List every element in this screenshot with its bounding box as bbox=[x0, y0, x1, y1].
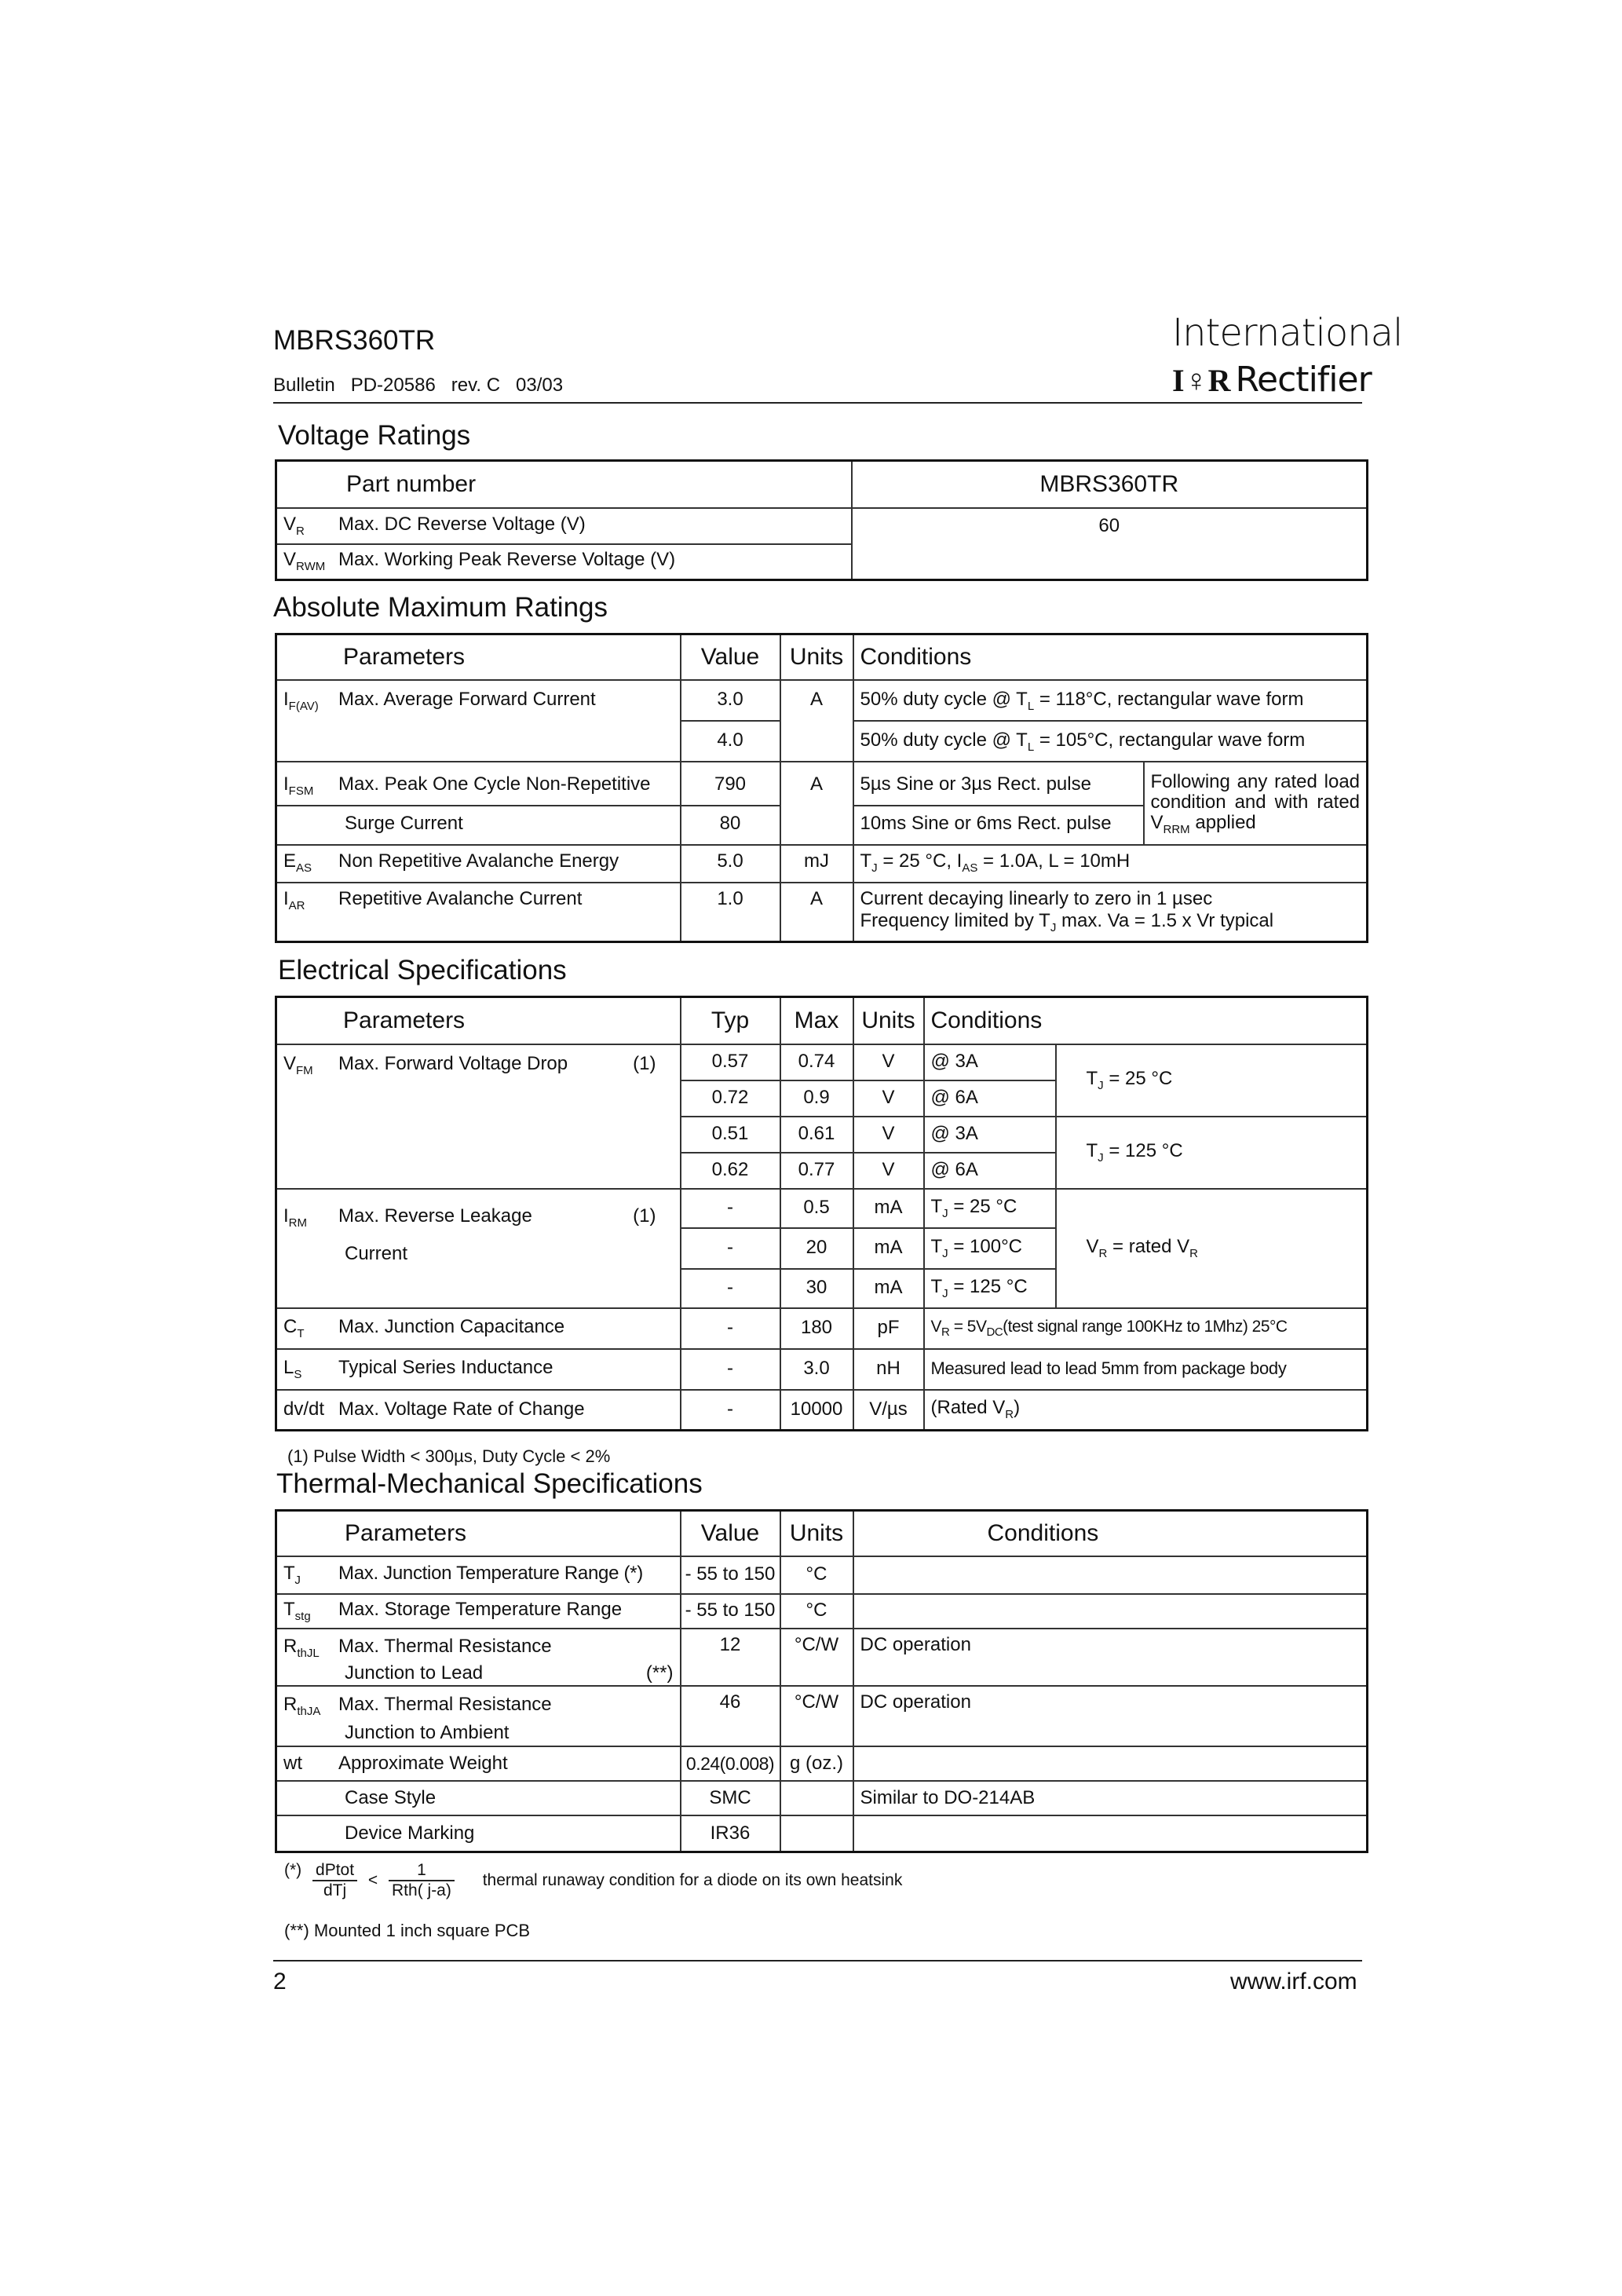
header-rule bbox=[273, 402, 1362, 404]
table-row: $L_S$ Typical Series Inductance bbox=[276, 1349, 681, 1390]
table-row: $E_{AS}$ Non Repetitive Avalanche Energy bbox=[276, 845, 681, 883]
page-number: 2 bbox=[273, 1969, 287, 1994]
bulletin-line: Bulletin PD-20586 rev. C 03/03 bbox=[273, 375, 564, 396]
part-number-title: MBRS360TR bbox=[273, 325, 436, 356]
col-units: Units bbox=[853, 997, 924, 1044]
col-part-value: MBRS360TR bbox=[852, 461, 1368, 508]
logo-rectifier: I♀R Rectifier bbox=[1172, 360, 1372, 400]
table-row: $R_{thJA}$ Max. Thermal Resistance Junction to Ambient bbox=[276, 1686, 681, 1746]
voltage-ratings-title: Voltage Ratings bbox=[278, 420, 471, 451]
ior-logo-mark: I♀R bbox=[1172, 363, 1231, 398]
col-typ: Typ bbox=[681, 997, 780, 1044]
col-value: Value bbox=[681, 634, 780, 680]
table-row: $V_{FM}$ Max. Forward Voltage Drop (1) bbox=[276, 1044, 681, 1189]
col-max: Max bbox=[780, 997, 853, 1044]
thermal-runaway-note: (*) $\frac{\text{dPtot}}{\text{dTj}}$ < $\frac{1}{\text{Rth( j-a)}}$ thermal runaway condition for a diode on its own heatsink bbox=[284, 1861, 903, 1899]
table-row: Case Style bbox=[276, 1781, 681, 1815]
col-conditions: Conditions bbox=[853, 1511, 1368, 1556]
website-link[interactable]: www.irf.com bbox=[1230, 1969, 1357, 1994]
table-row: $I_{FSM}$ Max. Peak One Cycle Non-Repetitive bbox=[276, 762, 681, 806]
table-row: $T_{stg}$ Max. Storage Temperature Range bbox=[276, 1594, 681, 1629]
col-parameters: Parameters bbox=[276, 634, 681, 680]
table-row: $T_J$ Max. Junction Temperature Range (*) bbox=[276, 1556, 681, 1594]
table-row: dv/dt Max. Voltage Rate of Change bbox=[276, 1390, 681, 1431]
logo-international: International bbox=[1172, 311, 1403, 355]
pcb-note: (**) Mounted 1 inch square PCB bbox=[284, 1921, 531, 1940]
col-value: Value bbox=[681, 1511, 780, 1556]
thermal-specs-table: Parameters Value Units Conditions $T_J$ Max. Junction Temperature Range (*) - 55 to 150 °C $T_{stg}$ Max. Storage Temperature Range - 55 to 150 °C $R_{thJL}$ Max. Thermal Resistance Junction to Lead (**) 12 °C/W DC operation $R_{thJA}$ Max. Thermal Resistance Junction to Ambient 46 °C/W DC operation wt Approximate Weight 0.24(0.008) g (oz.) Case Style SMC Similar to DO-214AB Device Marking IR36 bbox=[275, 1509, 1368, 1853]
col-conditions: Conditions bbox=[924, 997, 1368, 1044]
col-part-number: Part number bbox=[276, 461, 852, 508]
col-parameters: Parameters bbox=[276, 997, 681, 1044]
absolute-max-title: Absolute Maximum Ratings bbox=[273, 592, 608, 623]
voltage-value: 60 bbox=[852, 508, 1368, 580]
table-row: $I_{F(AV)}$ Max. Average Forward Current bbox=[276, 680, 681, 762]
table-row: wt Approximate Weight bbox=[276, 1746, 681, 1781]
col-units: Units bbox=[780, 1511, 853, 1556]
thermal-specs-title: Thermal-Mechanical Specifications bbox=[276, 1468, 703, 1499]
table-row: $R_{thJL}$ Max. Thermal Resistance Junction to Lead (**) bbox=[276, 1629, 681, 1686]
table-row: $V_R$ Max. DC Reverse Voltage (V) bbox=[276, 508, 852, 544]
table-row: $V_{RWM}$ Max. Working Peak Reverse Voltage (V) bbox=[276, 544, 852, 580]
table-row: Device Marking bbox=[276, 1815, 681, 1852]
electrical-specs-title: Electrical Specifications bbox=[278, 955, 567, 985]
electrical-specs-table: Parameters Typ Max Units Conditions $V_{FM}$ Max. Forward Voltage Drop (1) 0.57 0.74 V @ 3A $T_J = 25$ °C 0.72 0.9 V @ 6A 0.51 0.61 V @ 3A $T_J = 125$ °C 0.62 0.77 V @ 6A $I_{RM}$ Max. Reverse Leakage (1) Current - 0.5 mA $T_J = 25$ °C $V_R$ = rated $V_R$ - 20 mA $T_J = 100^\circ C$ - 30 mA $T_J = 125$ °C $C_T$ Max. Junction Capacitance - 180 pF $V_R$ = $5V_{DC}(test$ signal range 100KHz to 1Mhz) 25°C $L_S$ Typical Series Inductance - 3.0 nH Measured lead to lead 5mm from package body dv/dt Max. Voltage Rate of Change - 10000 V/µs (Rated $V_R$) bbox=[275, 996, 1368, 1431]
col-conditions: Conditions bbox=[853, 634, 1368, 680]
voltage-ratings-table bbox=[275, 459, 1368, 581]
table-row: $C_T$ Max. Junction Capacitance bbox=[276, 1308, 681, 1349]
col-units: Units bbox=[780, 634, 853, 680]
absolute-max-table: Parameters Value Units Conditions $I_{F(AV)}$ Max. Average Forward Current 3.0 A 50% duty cycle @ $T_L = 118^\circ C$, rectangular wave form 4.0 50% duty cycle @ $T_L = 105^\circ C$, rectangular wave form $I_{FSM}$ Max. Peak One Cycle Non-Repetitive 790 A 5µs Sine or 3µs Rect. pulse Following any rated load condition and with rated $V_{RRM}$ applied Surge Current 80 10ms Sine or 6ms Rect. pulse $E_{AS}$ Non Repetitive Avalanche Energy 5.0 mJ $T_J = 25$ °C, $I_{AS} = 1.0A$, L = 10mH $I_{AR}$ Repetitive Avalanche Current 1.0 A Current decaying linearly to zero in 1 µsec Frequency limited by $T_J$ max. Va = 1.5 x Vr typical bbox=[275, 633, 1368, 943]
footer-rule bbox=[273, 1960, 1362, 1961]
table-row: $I_{RM}$ Max. Reverse Leakage (1) Current bbox=[276, 1189, 681, 1308]
col-parameters: Parameters bbox=[276, 1511, 681, 1556]
table-row: $I_{AR}$ Repetitive Avalanche Current bbox=[276, 883, 681, 942]
electrical-footnote: (1) Pulse Width < 300µs, Duty Cycle < 2% bbox=[287, 1446, 611, 1466]
